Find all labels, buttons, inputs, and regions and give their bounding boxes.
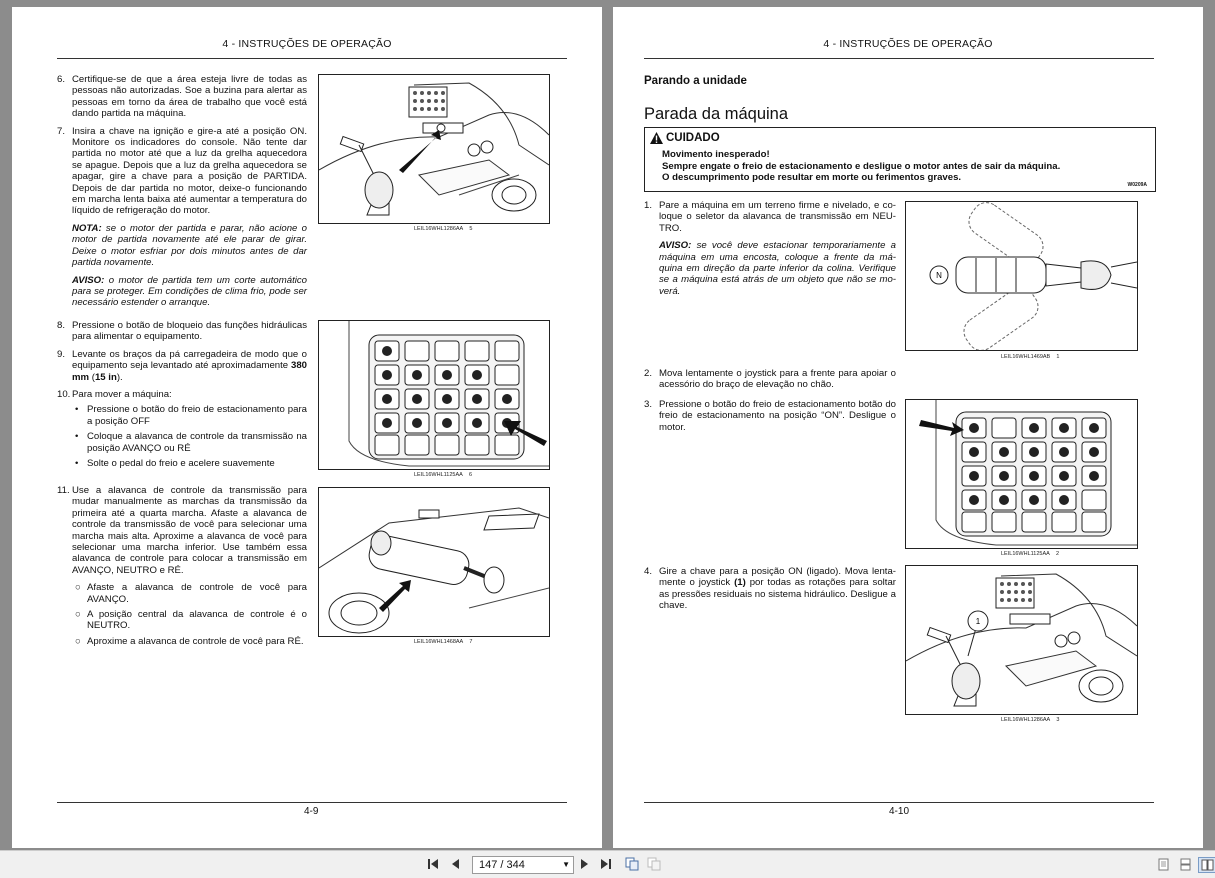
right-text-block-2 xyxy=(644,368,896,397)
figure-transmission-neutral xyxy=(905,201,1138,351)
bullet-item: • Coloque a alavanca de controle da transmissão na posição AVANÇO ou RÉ xyxy=(75,431,307,454)
page-header: 4 - INSTRUÇÕES DE OPERAÇÃO xyxy=(222,38,392,50)
step-4: 4. Gire a chave para a posição ON (ligado). Mova lenta-mente o joystick (1) por todas as rotações para soltar as pressões residuais no sistema hidráulico. Desligue a chave. xyxy=(644,566,896,612)
switch-panel-illustration xyxy=(319,321,549,469)
section-heading: Parando a unidade xyxy=(644,75,747,87)
page-number: 4-10 xyxy=(889,806,910,817)
bullet-item: • Solte o pedal do freio e acelere suavemente xyxy=(75,458,275,470)
viewer-toolbar xyxy=(0,850,1215,878)
figure-caption: LEIL16WHL1125AA 2 xyxy=(1001,551,1060,557)
left-text-block-3 xyxy=(57,485,307,651)
header-rule xyxy=(644,58,1154,59)
right-text-block-3 xyxy=(644,399,896,439)
aviso: AVISO: se você deve estacionar temporariamente a máquina em uma encosta, coloque a frente da má-quina em direção da parte inferior da colina. Verifique se a máquina está atrás de um objeto que não se mo-verá. xyxy=(659,240,896,297)
footer-rule xyxy=(644,802,1154,803)
copy-pages-disabled-icon[interactable] xyxy=(646,857,662,871)
last-page-icon[interactable] xyxy=(599,857,613,871)
figure-transmission-lever xyxy=(318,487,550,637)
step-9: 9. Levante os braços da pá carregadeira de modo que o equipamento seja levantado até aproximadamente 380 mm (15 in). xyxy=(57,348,307,383)
step-8: 8. Pressione o botão de bloqueio das funções hidráulicas para alimentar o equipamento. xyxy=(57,320,307,343)
neutral-lever-illustration xyxy=(906,202,1137,350)
caution-title: CUIDADO xyxy=(650,132,1150,144)
next-page-icon[interactable] xyxy=(579,857,591,871)
caution-body: Movimento inesperado! Sempre engate o freio de estacionamento e desligue o motor antes de sair da máquina. O descumprimento pode resultar em morte ou ferimentos graves. xyxy=(662,149,1061,183)
switch-panel-illustration xyxy=(906,400,1137,548)
right-text-block-1 xyxy=(644,200,896,303)
page-number-field[interactable]: 147 / 344 ▼ xyxy=(472,856,574,874)
figure-caption: LEIL16WHL1286AA 3 xyxy=(1001,717,1060,723)
page-title: Parada da máquina xyxy=(644,105,789,123)
figure-caption: LEIL16WHL1286AA 5 xyxy=(414,226,473,232)
step-10: 10. Para mover a máquina: xyxy=(57,389,172,401)
figure-caption: LEIL16WHL1468AA 7 xyxy=(414,639,473,645)
continuous-view-icon[interactable] xyxy=(1178,857,1192,871)
bullet-item: • Pressione o botão do freio de estacionamento para a posição OFF xyxy=(75,404,307,427)
first-page-icon[interactable] xyxy=(426,857,440,871)
neutral-callout: N xyxy=(936,271,942,280)
page-header: 4 - INSTRUÇÕES DE OPERAÇÃO xyxy=(823,38,993,50)
step-6: 6. Certifique-se de que a área esteja livre de todas as pessoas não autorizadas. Soe a buzina para alertar as pessoas em torno da área de trabalho que você está dando partida na máquina. xyxy=(57,74,307,120)
step-11: 11. Use a alavanca de controle da transmissão para mudar manualmente as marchas da transmissão da primeira até a quarta marcha. Afaste a alavanca de controle da transmissão de você para selecionar uma marcha mais alta. Aproxime a alavanca de você para selecionar uma marcha inferior. Use também essa alavanca de controle para colocar a transmissão em AVANÇO, NEUTRO e RÉ. xyxy=(57,485,307,576)
step-1: 1. Pare a máquina em um terreno firme e nivelado, e co-loque o seletor da alavanca de transmissão em NEU-TRO. xyxy=(644,200,896,234)
footer-rule xyxy=(57,802,567,803)
two-page-view-icon[interactable] xyxy=(1198,857,1215,873)
option-item: ○ Aproxime a alavanca de controle de você para RÉ. xyxy=(75,635,304,647)
copy-pages-icon[interactable] xyxy=(624,857,640,871)
ignition-illustration xyxy=(319,75,549,223)
joystick-illustration xyxy=(906,566,1137,714)
figure-joystick xyxy=(905,565,1138,715)
caution-code: W0209A xyxy=(1127,182,1147,188)
step-2: 2. Mova lentamente o joystick para a frente para apoiar o acessório do braço de elevação no chão. xyxy=(644,368,896,391)
transmission-lever-illustration xyxy=(319,488,549,636)
nota: NOTA: se o motor der partida e parar, não acione o motor de partida novamente até ele parar de girar. Deixe o motor esfriar por dois minutos antes de dar partida novamente. xyxy=(72,222,307,269)
joystick-callout: 1 xyxy=(975,617,981,626)
chevron-down-icon[interactable]: ▼ xyxy=(562,860,570,869)
right-text-block-4 xyxy=(644,566,896,618)
header-rule xyxy=(57,58,567,59)
single-page-view-icon[interactable] xyxy=(1156,857,1170,871)
page-number: 4-9 xyxy=(304,806,319,817)
option-item: ○ A posição central da alavanca de controle é o NEUTRO. xyxy=(75,609,307,632)
right-page xyxy=(613,7,1203,848)
figure-switch-panel xyxy=(905,399,1138,549)
step-3: 3. Pressione o botão do freio de estacionamento botão do freio de estacionamento na posição “ON”. Desligue o motor. xyxy=(644,399,896,433)
figure-caption: LEIL16WHL1125AA 6 xyxy=(414,472,473,478)
step-7: 7. Insira a chave na ignição e gire-a até a posição ON. Monitore os indicadores do console. Não tente dar partida no motor até que a luz da grelha aquecedora se apague. Depois que a luz da grelha aquecedora se apagar, gire a chave para a posição de PARTIDA. Depois de dar partida no motor, deixe-o funcionando em marcha lenta baixa até aumentar a temperatura do líquido de refrigeração do motor. xyxy=(57,125,307,217)
prev-page-icon[interactable] xyxy=(449,857,461,871)
left-text-block-1 xyxy=(57,74,307,315)
figure-switch-panel xyxy=(318,320,550,470)
aviso: AVISO: o motor de partida tem um corte automático para se proteger. Em condições de clima frio, pode ser necessário estender o arranque. xyxy=(72,274,307,309)
option-item: ○ Afaste a alavanca de controle de você para AVANÇO. xyxy=(75,582,307,605)
warning-triangle-icon xyxy=(650,132,663,144)
figure-caption: LEIL16WHL1469AB 1 xyxy=(1001,354,1060,360)
caution-box xyxy=(644,127,1156,192)
figure-ignition-console xyxy=(318,74,550,224)
left-text-block-2 xyxy=(57,320,307,473)
left-page xyxy=(12,7,602,848)
